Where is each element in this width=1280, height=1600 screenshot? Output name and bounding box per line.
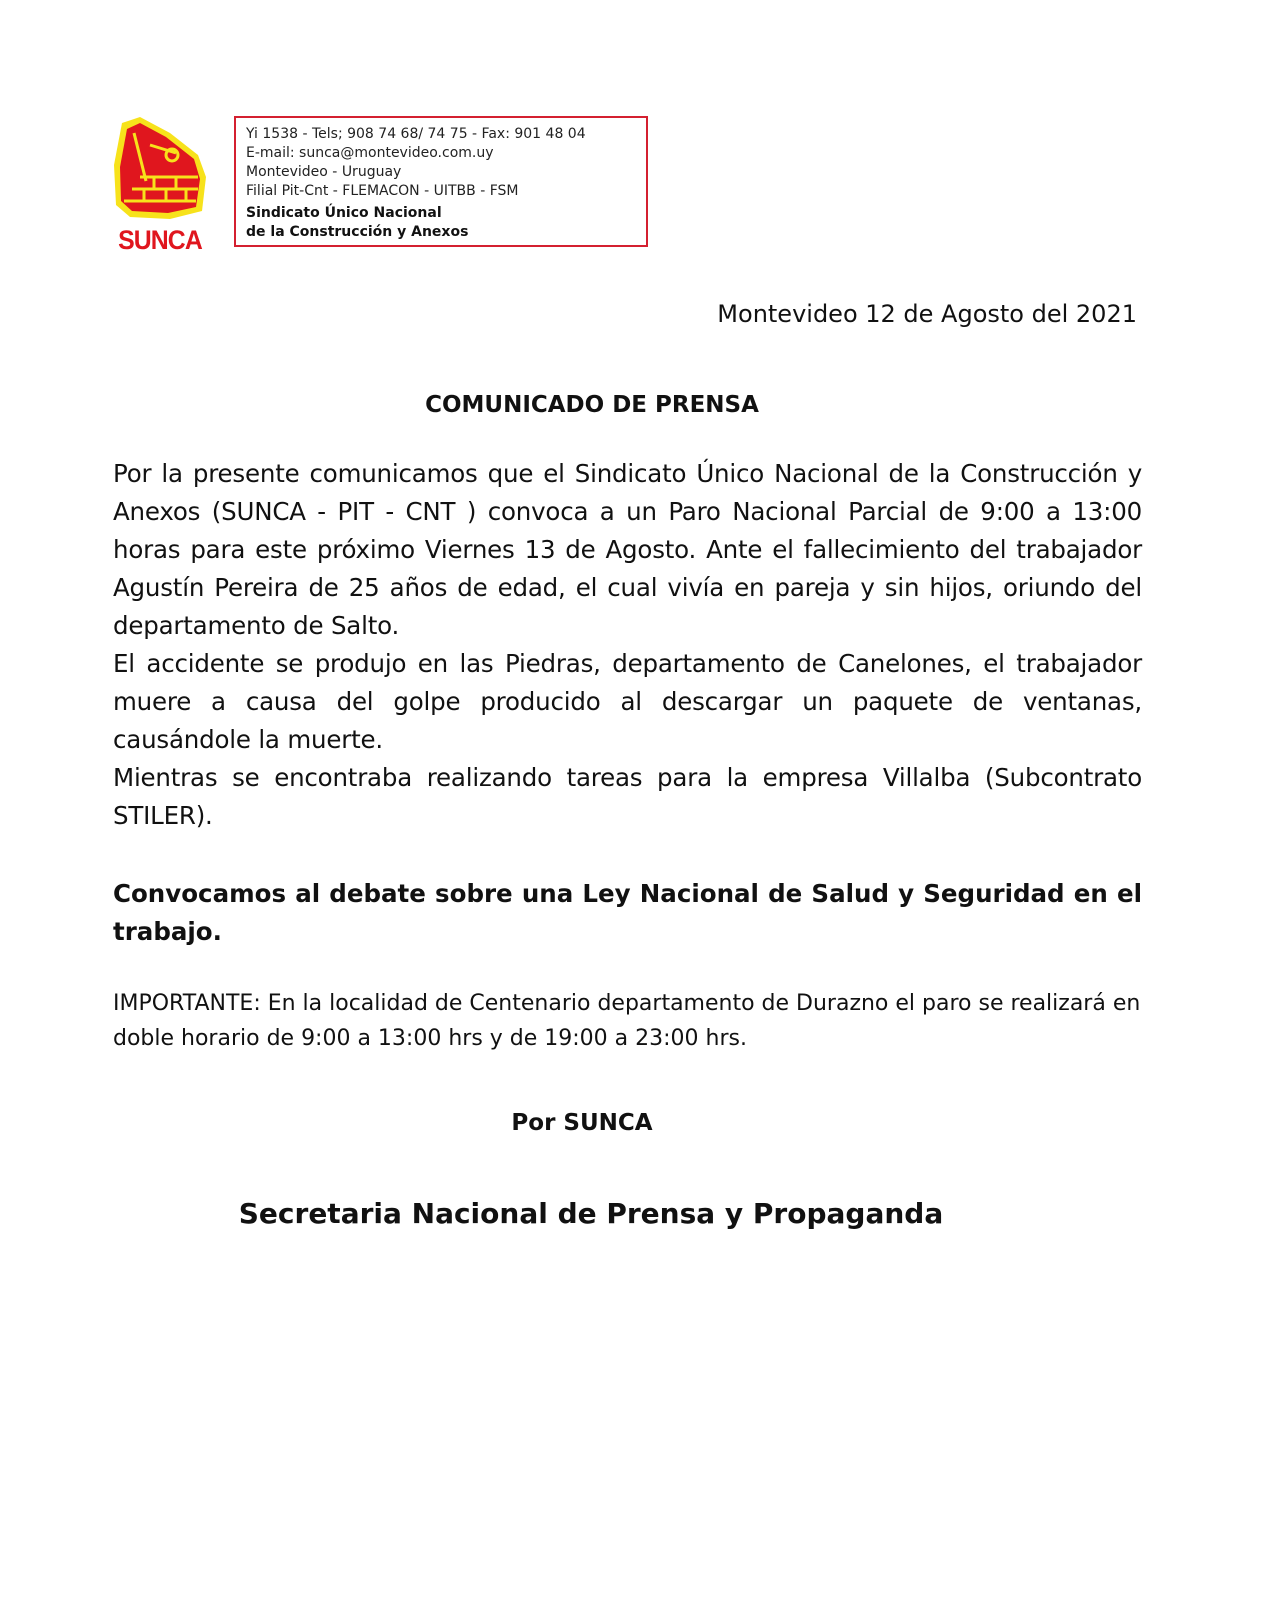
sunca-logo — [110, 115, 210, 255]
document-date: Montevideo 12 de Agosto del 2021 — [717, 300, 1137, 328]
org-name-line-1: Sindicato Único Nacional — [246, 205, 442, 221]
contact-city: Montevideo - Uruguay — [246, 164, 402, 180]
body-paragraph: Mientras se encontraba realizando tareas para la empresa Villalba (Subcontrato STILER). — [113, 763, 1142, 830]
signature-department: Secretaria Nacional de Prensa y Propaganda — [238, 1197, 944, 1230]
signature-by: Por SUNCA — [511, 1110, 653, 1136]
contact-address: Yi 1538 - Tels; 908 74 68/ 74 75 - Fax: 901 48 04 — [246, 126, 586, 142]
brick-map-icon — [110, 115, 210, 225]
org-name-line-2: de la Construcción y Anexos — [246, 224, 469, 240]
body-paragraph: Por la presente comunicamos que el Sindicato Único Nacional de la Construcción y Anexos (SUNCA - PIT - CNT ) convoca a un Paro Nacional Parcial de 9:00 a 13:00 horas para este próximo Viernes 13 de Agosto. Ante el fallecimiento del trabajador Agustín Pereira de 25 años de edad, el cual vivía en pareja y sin hijos, oriundo del departamento de Salto. — [113, 459, 1142, 640]
important-note: IMPORTANTE: En la localidad de Centenario departamento de Durazno el paro se realizará en doble horario de 9:00 a 13:00 hrs y de 19:00 a 23:00 hrs. — [113, 991, 1141, 1051]
logo-text: SUNCA — [118, 225, 202, 255]
contact-affiliations: Filial Pit-Cnt - FLEMACON - UITBB - FSM — [246, 183, 519, 199]
document-title: COMUNICADO DE PRENSA — [425, 392, 759, 418]
body-paragraph: El accidente se produjo en las Piedras, departamento de Canelones, el trabajador muere a causa del golpe producido al descargar un paquete de ventanas, causándole la muerte. — [113, 649, 1142, 754]
letterhead-contact-box — [234, 116, 648, 247]
contact-email: E-mail: sunca@montevideo.com.uy — [246, 145, 494, 161]
document-body — [113, 455, 1142, 835]
call-to-debate: Convocamos al debate sobre una Ley Nacional de Salud y Seguridad en el trabajo. — [113, 879, 1142, 946]
